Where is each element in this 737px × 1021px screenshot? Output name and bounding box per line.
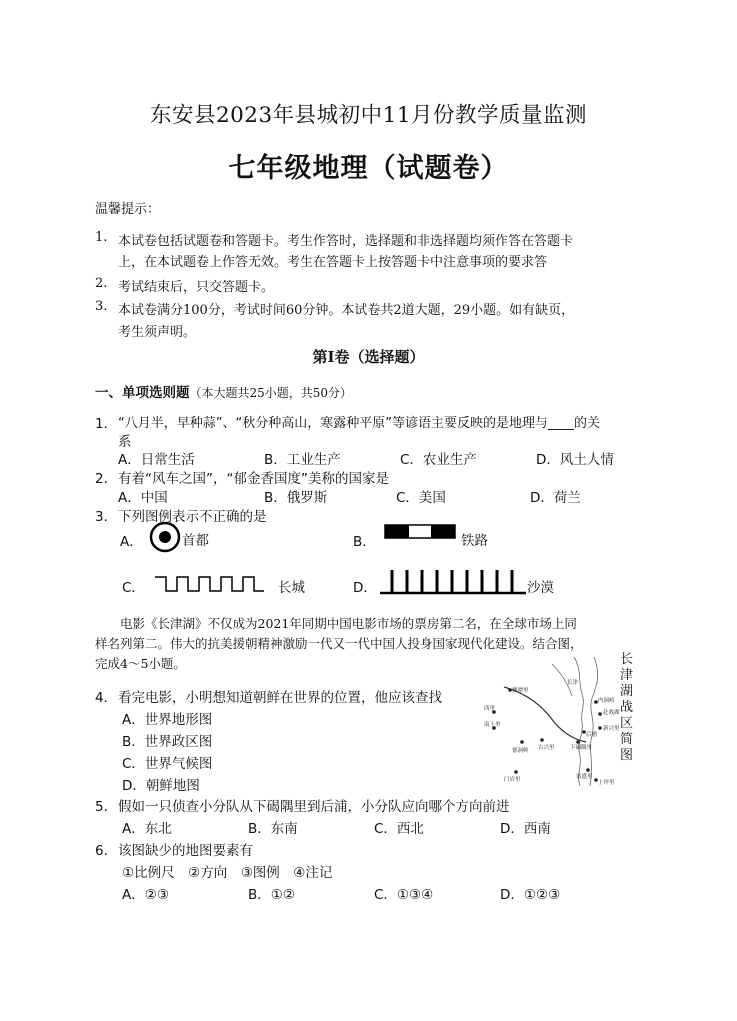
map-label-houpu: 后浦 <box>586 732 598 738</box>
map-label-guxingli: 古兴里 <box>538 745 555 751</box>
q5-stem: 假如一只侦查小分队从下碣隅里到后浦，小分队应向哪个方向前进 <box>118 799 510 815</box>
q2-number: 2． <box>95 471 118 487</box>
tip-2-num: 2. <box>95 276 108 291</box>
map-label-xili: 西里 <box>484 706 496 712</box>
desert-symbol-icon <box>380 566 528 596</box>
q3-option-c-text: 长城 <box>278 580 305 596</box>
q6-option-c[interactable]: C．①③④ <box>374 887 434 903</box>
q4-option-d[interactable]: D．朝鲜地图 <box>122 778 200 794</box>
map-label-fushengli: 富盛里 <box>576 774 593 780</box>
map-title: 长津湖战区简图 <box>620 652 634 763</box>
q6-stem: 该图缺少的地图要素有 <box>118 843 253 859</box>
q3-option-d-text: 沙漠 <box>527 580 554 596</box>
q3-option-a-text: 首都 <box>182 533 209 549</box>
q3-option-b-label[interactable]: B． <box>353 534 376 550</box>
map-label-changjin: 长津 <box>567 680 579 686</box>
q3-option-a-label[interactable]: A． <box>120 534 143 550</box>
map-label-xiajieyuli: 下碣隅里 <box>570 745 593 751</box>
map-label-dedongling: 德洞岭 <box>512 748 529 754</box>
q5-option-b[interactable]: B．东南 <box>248 821 298 837</box>
tip-3-line2: 考生须声明。 <box>118 325 197 340</box>
map-label-xinxingli: 新兴里 <box>603 726 620 732</box>
part-note: （本大题共25小题，共50分） <box>189 386 353 400</box>
q5-number: 5． <box>95 799 118 815</box>
q1-option-c[interactable]: C．农业生产 <box>400 452 477 468</box>
q6-option-b[interactable]: B．①② <box>248 887 295 903</box>
q2-option-b[interactable]: B．俄罗斯 <box>264 490 328 506</box>
q4-number: 4． <box>95 690 118 706</box>
q6-option-a[interactable]: A．②③ <box>122 887 169 903</box>
map-label-fuzhanhu: 赴战湖 <box>603 710 620 716</box>
tip-1-line1: 本试卷包括试题卷和答题卡。考生作答时，选择题和非选择题均须作答在答题卡 <box>118 234 574 249</box>
exam-title: 东安县2023年县城初中11月份教学质量监测 <box>149 103 588 128</box>
tips-heading: 温馨提示： <box>95 202 161 217</box>
tip-1-num: 1. <box>95 230 108 245</box>
part-title <box>95 381 352 401</box>
map-label-menyanli: 门岩里 <box>504 777 521 783</box>
map-label-nanshangli: 南上里 <box>484 722 501 728</box>
q3-stem: 下列图例表示不正确的是 <box>118 509 267 525</box>
passage-line1: 电影《长津湖》不仅成为2021年同期中国电影市场的票房第二名，在全球市场上同 <box>120 616 577 631</box>
q3-number: 3． <box>95 509 118 525</box>
great-wall-symbol-icon <box>154 574 266 594</box>
q1-option-b[interactable]: B．工业生产 <box>264 452 341 468</box>
tip-3-num: 3. <box>95 299 108 314</box>
tip-3-line1: 本试卷满分100分，考试时间60分钟。本试卷共2道大题，29小题。如有缺页， <box>118 303 575 318</box>
q1-option-a[interactable]: A．日常生活 <box>118 452 195 468</box>
q2-option-d[interactable]: D．荷兰 <box>530 490 581 506</box>
q3-option-b-text: 铁路 <box>461 533 488 549</box>
capital-symbol-icon <box>149 521 183 555</box>
map-label-neidongzhi: 内洞峙 <box>598 698 615 704</box>
railway-symbol-icon <box>384 524 458 540</box>
q1-option-d[interactable]: D．风土人情 <box>536 452 614 468</box>
q1-stem-line2: 系 <box>118 434 132 450</box>
tip-1-line2: 上，在本试题卷上作答无效。考生在答题卡上按答题卡中注意事项的要求答 <box>118 255 548 270</box>
q4-option-c[interactable]: C．世界气候图 <box>122 756 213 772</box>
q4-option-a[interactable]: A．世界地形图 <box>122 712 213 728</box>
passage-line3: 完成4～5小题。 <box>95 656 186 671</box>
q6-number: 6． <box>95 843 118 859</box>
q1-stem-line1: “八月半，早种蒜”、“秋分种高山，寒露种平原”等谚语主要反映的是地理与____的关 <box>118 416 600 431</box>
q1-number: 1． <box>95 416 118 432</box>
part-title-text: 一、单项选则题 <box>95 385 190 401</box>
q6-option-d[interactable]: D．①②③ <box>500 887 561 903</box>
q5-option-d[interactable]: D．西南 <box>500 821 551 837</box>
section-title: 第I卷（选择题） <box>312 348 425 366</box>
q5-option-a[interactable]: A．东北 <box>122 821 172 837</box>
q5-option-c[interactable]: C．西北 <box>374 821 424 837</box>
exam-subtitle: 七年级地理（试题卷） <box>228 153 509 184</box>
q3-option-c-label[interactable]: C． <box>122 580 145 596</box>
q3-option-d-label[interactable]: D． <box>353 580 377 596</box>
map-label-shangpingli: 上坪里 <box>598 780 615 786</box>
q4-stem: 看完电影，小明想知道朝鲜在世界的位置，他应该查找 <box>118 690 442 706</box>
q2-option-a[interactable]: A．中国 <box>118 490 168 506</box>
q2-stem: 有着“风车之国”，“郁金香国度”美称的国家是 <box>118 471 389 487</box>
passage-line2: 样名列第二。伟大的抗美援朝精神激励一代又一代中国人投身国家现代化建设。结合图， <box>95 636 583 651</box>
tip-2-line1: 考试结束后，只交答题卡。 <box>118 280 275 295</box>
q4-option-b[interactable]: B．世界政区图 <box>122 734 213 750</box>
q2-option-c[interactable]: C．美国 <box>396 490 446 506</box>
map-label-liutanli: 柳潭里 <box>512 688 529 694</box>
q6-items: ①比例尺 ②方向 ③图例 ④注记 <box>122 865 333 881</box>
changjin-lake-map <box>482 652 638 787</box>
